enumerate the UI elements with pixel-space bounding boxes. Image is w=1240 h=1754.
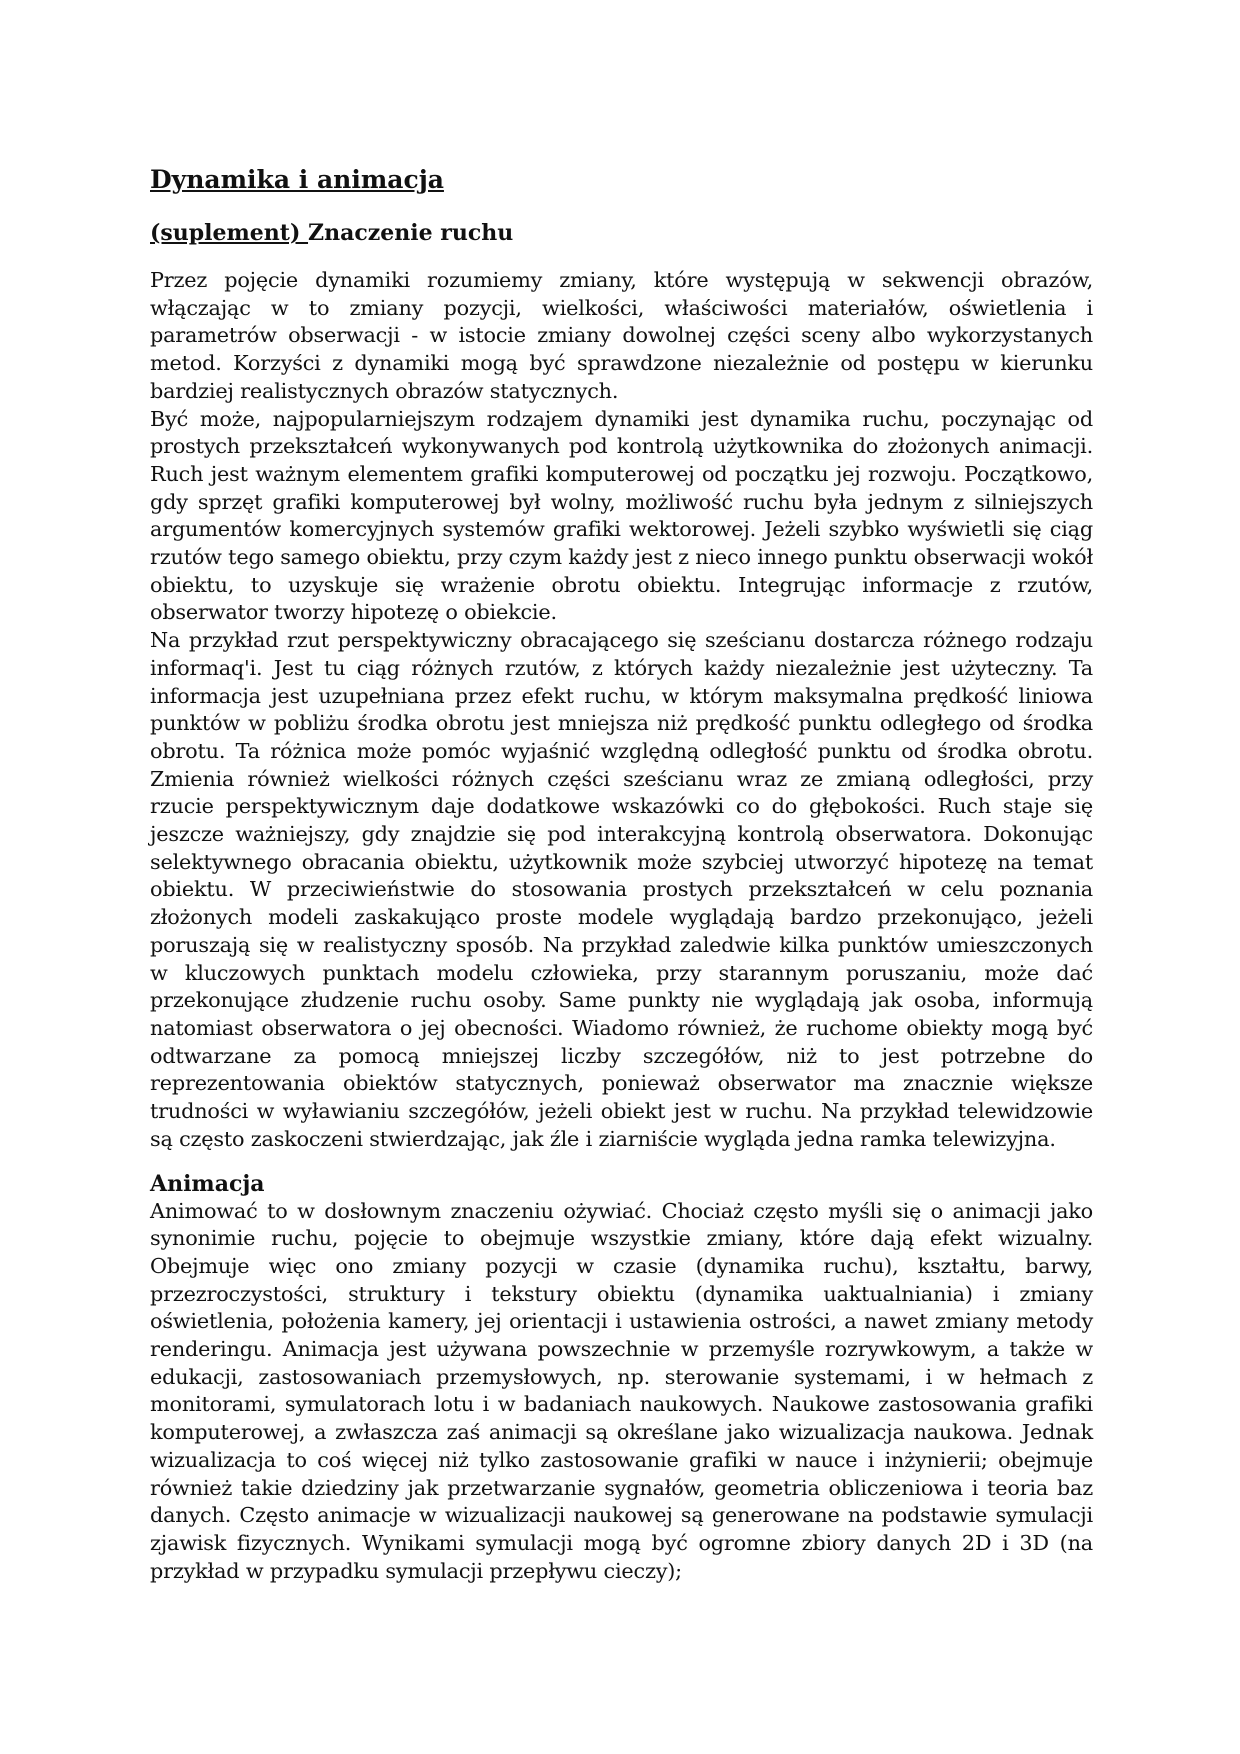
section-paragraph: Animować to w dosłownym znaczeniu ożywiać. Chociaż często myśli się o animacji jako synonimie ruchu, pojęcie to obejmuje wszystkie zmiany, które dają efekt wizualny. Obejmuje więc ono zmiany pozycji w czasie (dynamika ruchu), kształtu, barwy, przezroczystości, struktury i tekstury obiektu (dynamika uaktualniania) i zmiany oświetlenia, położenia kamery, jej orientacji i ustawienia ostrości, a nawet zmiany metody renderingu. Animacja jest używana powszechnie w przemyśle rozrywkowym, a także w edukacji, zastosowaniach przemysłowych, np. sterowanie systemami, i w hełmach z monitorami, symulatorach lotu i w badaniach naukowych. Naukowe zastosowania grafiki komputerowej, a zwłaszcza zaś animacji są określane jako wizualizacja naukowa. Jednak wizualizacja to coś więcej niż tylko zastosowanie grafiki w nauce i inżynierii; obejmuje również takie dziedziny jak przetwarzanie sygnałów, geometria obliczeniowa i teoria baz danych. Często animacje w wizualizacji naukowej są generowane na podstawie symulacji zjawisk fizycznych. Wynikami symulacji mogą być ogromne zbiory danych 2D i 3D (na przykład w przypadku symulacji przepływu cieczy); bbox=[150, 1198, 1093, 1583]
document-page bbox=[150, 165, 1093, 1585]
section-heading-animacja: Animacja bbox=[150, 1170, 265, 1197]
subtitle-prefix: (suplement) bbox=[150, 220, 309, 246]
document-subtitle bbox=[150, 219, 1093, 247]
subtitle-main: Znaczenie ruchu bbox=[308, 220, 514, 246]
paragraph-2: Być może, najpopularniejszym rodzajem dynamiki jest dynamika ruchu, poczynając od prostych przekształceń wykonywanych pod kontrolą użytkownika do złożonych animacji. Ruch jest ważnym elementem grafiki komputerowej od początku jej rozwoju. Początkowo, gdy sprzęt grafiki komputerowej był wolny, możliwość ruchu była jednym z silniejszych argumentów komercyjnych systemów grafiki wektorowej. Jeżeli szybko wyświetli się ciąg rzutów tego samego obiektu, przy czym każdy jest z nieco innego punktu obserwacji wokół obiektu, to uzyskuje się wrażenie obrotu obiektu. Integrując informacje z rzutów, obserwator tworzy hipotezę o obiekcie. bbox=[150, 406, 1093, 625]
paragraph-3: Na przykład rzut perspektywiczny obracającego się sześcianu dostarcza różnego rodzaju informaq'i. Jest tu ciąg różnych rzutów, z których każdy niezależnie jest użyteczny. Ta informacja jest uzupełniana przez efekt ruchu, w którym maksymalna prędkość liniowa punktów w pobliżu środka obrotu jest mniejsza niż prędkość punktu odległego od środka obrotu. Ta różnica może pomóc wyjaśnić względną odległość punktu od środka obrotu. Zmienia również wielkości różnych części sześcianu wraz ze zmianą odległości, przy rzucie perspektywicznym daje dodatkowe wskazówki co do głębokości. Ruch staje się jeszcze ważniejszy, gdy znajdzie się pod interakcyjną kontrolą obserwatora. Dokonując selektywnego obracania obiektu, użytkownik może szybciej utworzyć hipotezę na temat obiektu. W przeciwieństwie do stosowania prostych przekształceń w celu poznania złożonych modeli zaskakująco proste modele wyglądają bardzo przekonująco, jeżeli poruszają się w realistyczny sposób. Na przykład zaledwie kilka punktów umieszczonych w kluczowych punktach modelu człowieka, przy starannym poruszaniu, może dać przekonujące złudzenie ruchu osoby. Same punkty nie wyglądają jak osoba, informują natomiast obserwatora o jej obecności. Wiadomo również, że ruchome obiekty mogą być odtwarzane za pomocą mniejszej liczby szczegółów, niż to jest potrzebne do reprezentowania obiektów statycznych, ponieważ obserwator ma znacznie większe trudności w wyławianiu szczegółów, jeżeli obiekt jest w ruchu. Na przykład telewidzowie są często zaskoczeni stwierdzając, jak źle i ziarniście wygląda jedna ramka telewizyjna. bbox=[150, 628, 1093, 1151]
document-title: Dynamika i animacja bbox=[150, 165, 444, 194]
paragraph-1: Przez pojęcie dynamiki rozumiemy zmiany, które występują w sekwencji obrazów, włączając w to zmiany pozycji, wielkości, właściwości materiałów, oświetlenia i parametrów obserwacji - w istocie zmiany dowolnej części sceny albo wykorzystanych metod. Korzyści z dynamiki mogą być sprawdzone niezależnie od postępu w kierunku bardziej realistycznych obrazów statycznych. bbox=[150, 268, 1093, 403]
